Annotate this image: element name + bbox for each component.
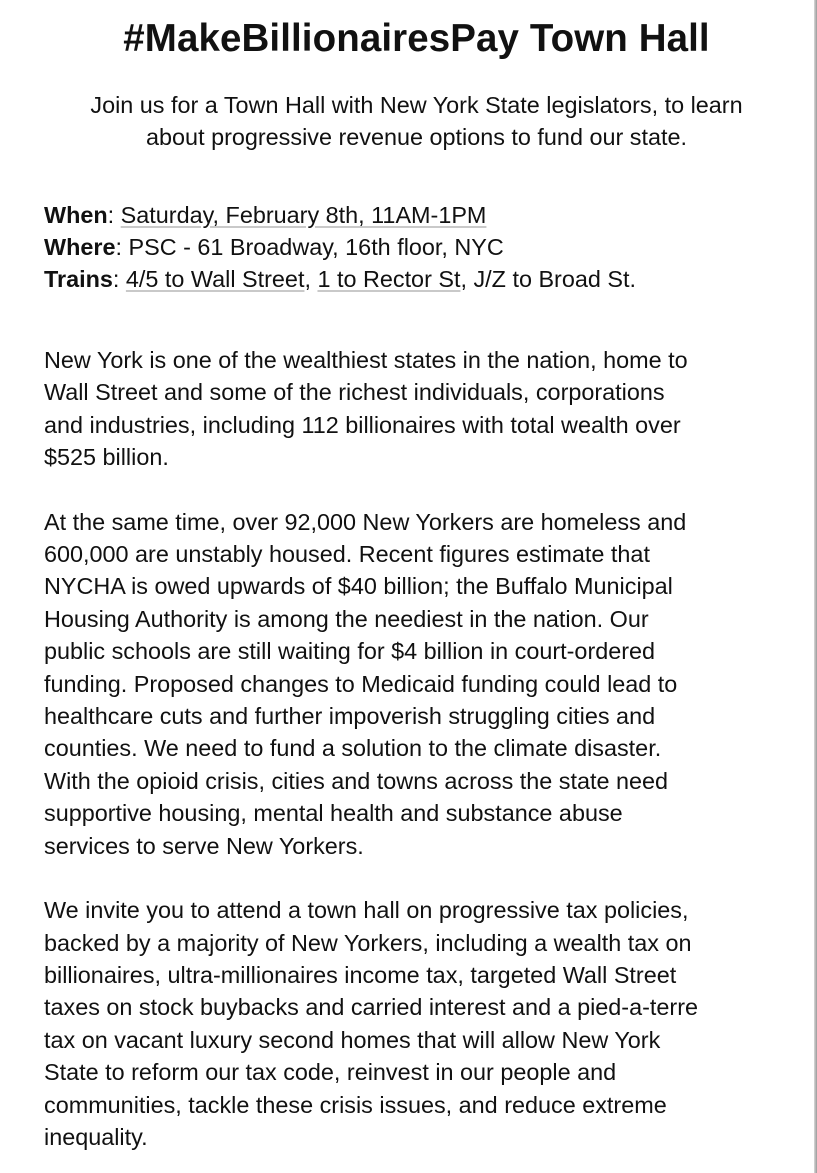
text-line: tax on vacant luxury second homes that will allow New York [44,1026,661,1053]
text-line: taxes on stock buybacks and carried interest and a pied-a-terre [44,994,698,1021]
where-label: Where [44,234,116,260]
intro-text [44,89,789,153]
document-page [44,0,789,1153]
trains-colon: : [112,266,120,292]
text-line: healthcare cuts and further impoverish struggling cities and [44,703,656,730]
text-line: At the same time, over 92,000 New Yorkers are homeless and [44,508,687,535]
detail-when [44,199,789,231]
paragraph-wealth [44,344,789,474]
text-line: communities, tackle these crisis issues, and reduce extreme [44,1091,667,1118]
text-line: counties. We need to fund a solution to the climate disaster. [44,735,662,762]
text-line: services to serve New Yorkers. [44,832,364,859]
detail-where [44,231,789,263]
text-line: billionaires, ultra-millionaires income tax, targeted Wall Street [44,961,677,988]
text-line: supportive housing, mental health and substance abuse [44,800,623,827]
event-date-link[interactable]: Saturday, February 8th, 11AM-1PM [120,202,487,228]
intro-line: about progressive revenue options to fund our state. [146,124,687,150]
event-details [44,199,789,295]
where-value: PSC - 61 Broadway, 16th floor, NYC [128,234,504,260]
text-line: public schools are still waiting for $4 billion in court-ordered [44,638,656,665]
text-line: Wall Street and some of the richest individuals, corporations [44,379,665,406]
text-line: 600,000 are unstably housed. Recent figures estimate that [44,541,650,568]
text-line: and industries, including 112 billionaires with total wealth over [44,411,681,438]
train-route-link-rector-st[interactable]: 1 to Rector St [317,266,461,292]
text-line: inequality. [44,1123,148,1150]
text-line: With the opioid crisis, cities and towns across the state need [44,767,669,794]
trains-rest: , J/Z to Broad St. [460,266,636,292]
page-title: #MakeBillionairesPay Town Hall [123,17,710,60]
when-label: When [44,202,108,228]
text-line: We invite you to attend a town hall on progressive tax policies, [44,897,689,924]
text-line: backed by a majority of New Yorkers, including a wealth tax on [44,929,692,956]
when-colon: : [107,202,115,228]
text-line: funding. Proposed changes to Medicaid funding could lead to [44,670,678,697]
text-line: New York is one of the wealthiest states in the nation, home to [44,347,688,373]
where-colon: : [115,234,122,260]
text-line: Housing Authority is among the neediest in the nation. Our [44,605,649,632]
paragraph-invitation [44,894,789,1153]
detail-trains [44,263,789,295]
text-line: $525 billion. [44,444,169,471]
trains-separator: , [304,266,311,292]
trains-label: Trains [44,266,113,292]
text-line: NYCHA is owed upwards of $40 billion; the Buffalo Municipal [44,573,673,600]
text-line: State to reform our tax code, reinvest in our people and [44,1059,617,1086]
intro-line: Join us for a Town Hall with New York State legislators, to learn [90,92,743,118]
train-route-link-wall-street[interactable]: 4/5 to Wall Street [125,266,305,292]
paragraph-needs [44,506,789,862]
